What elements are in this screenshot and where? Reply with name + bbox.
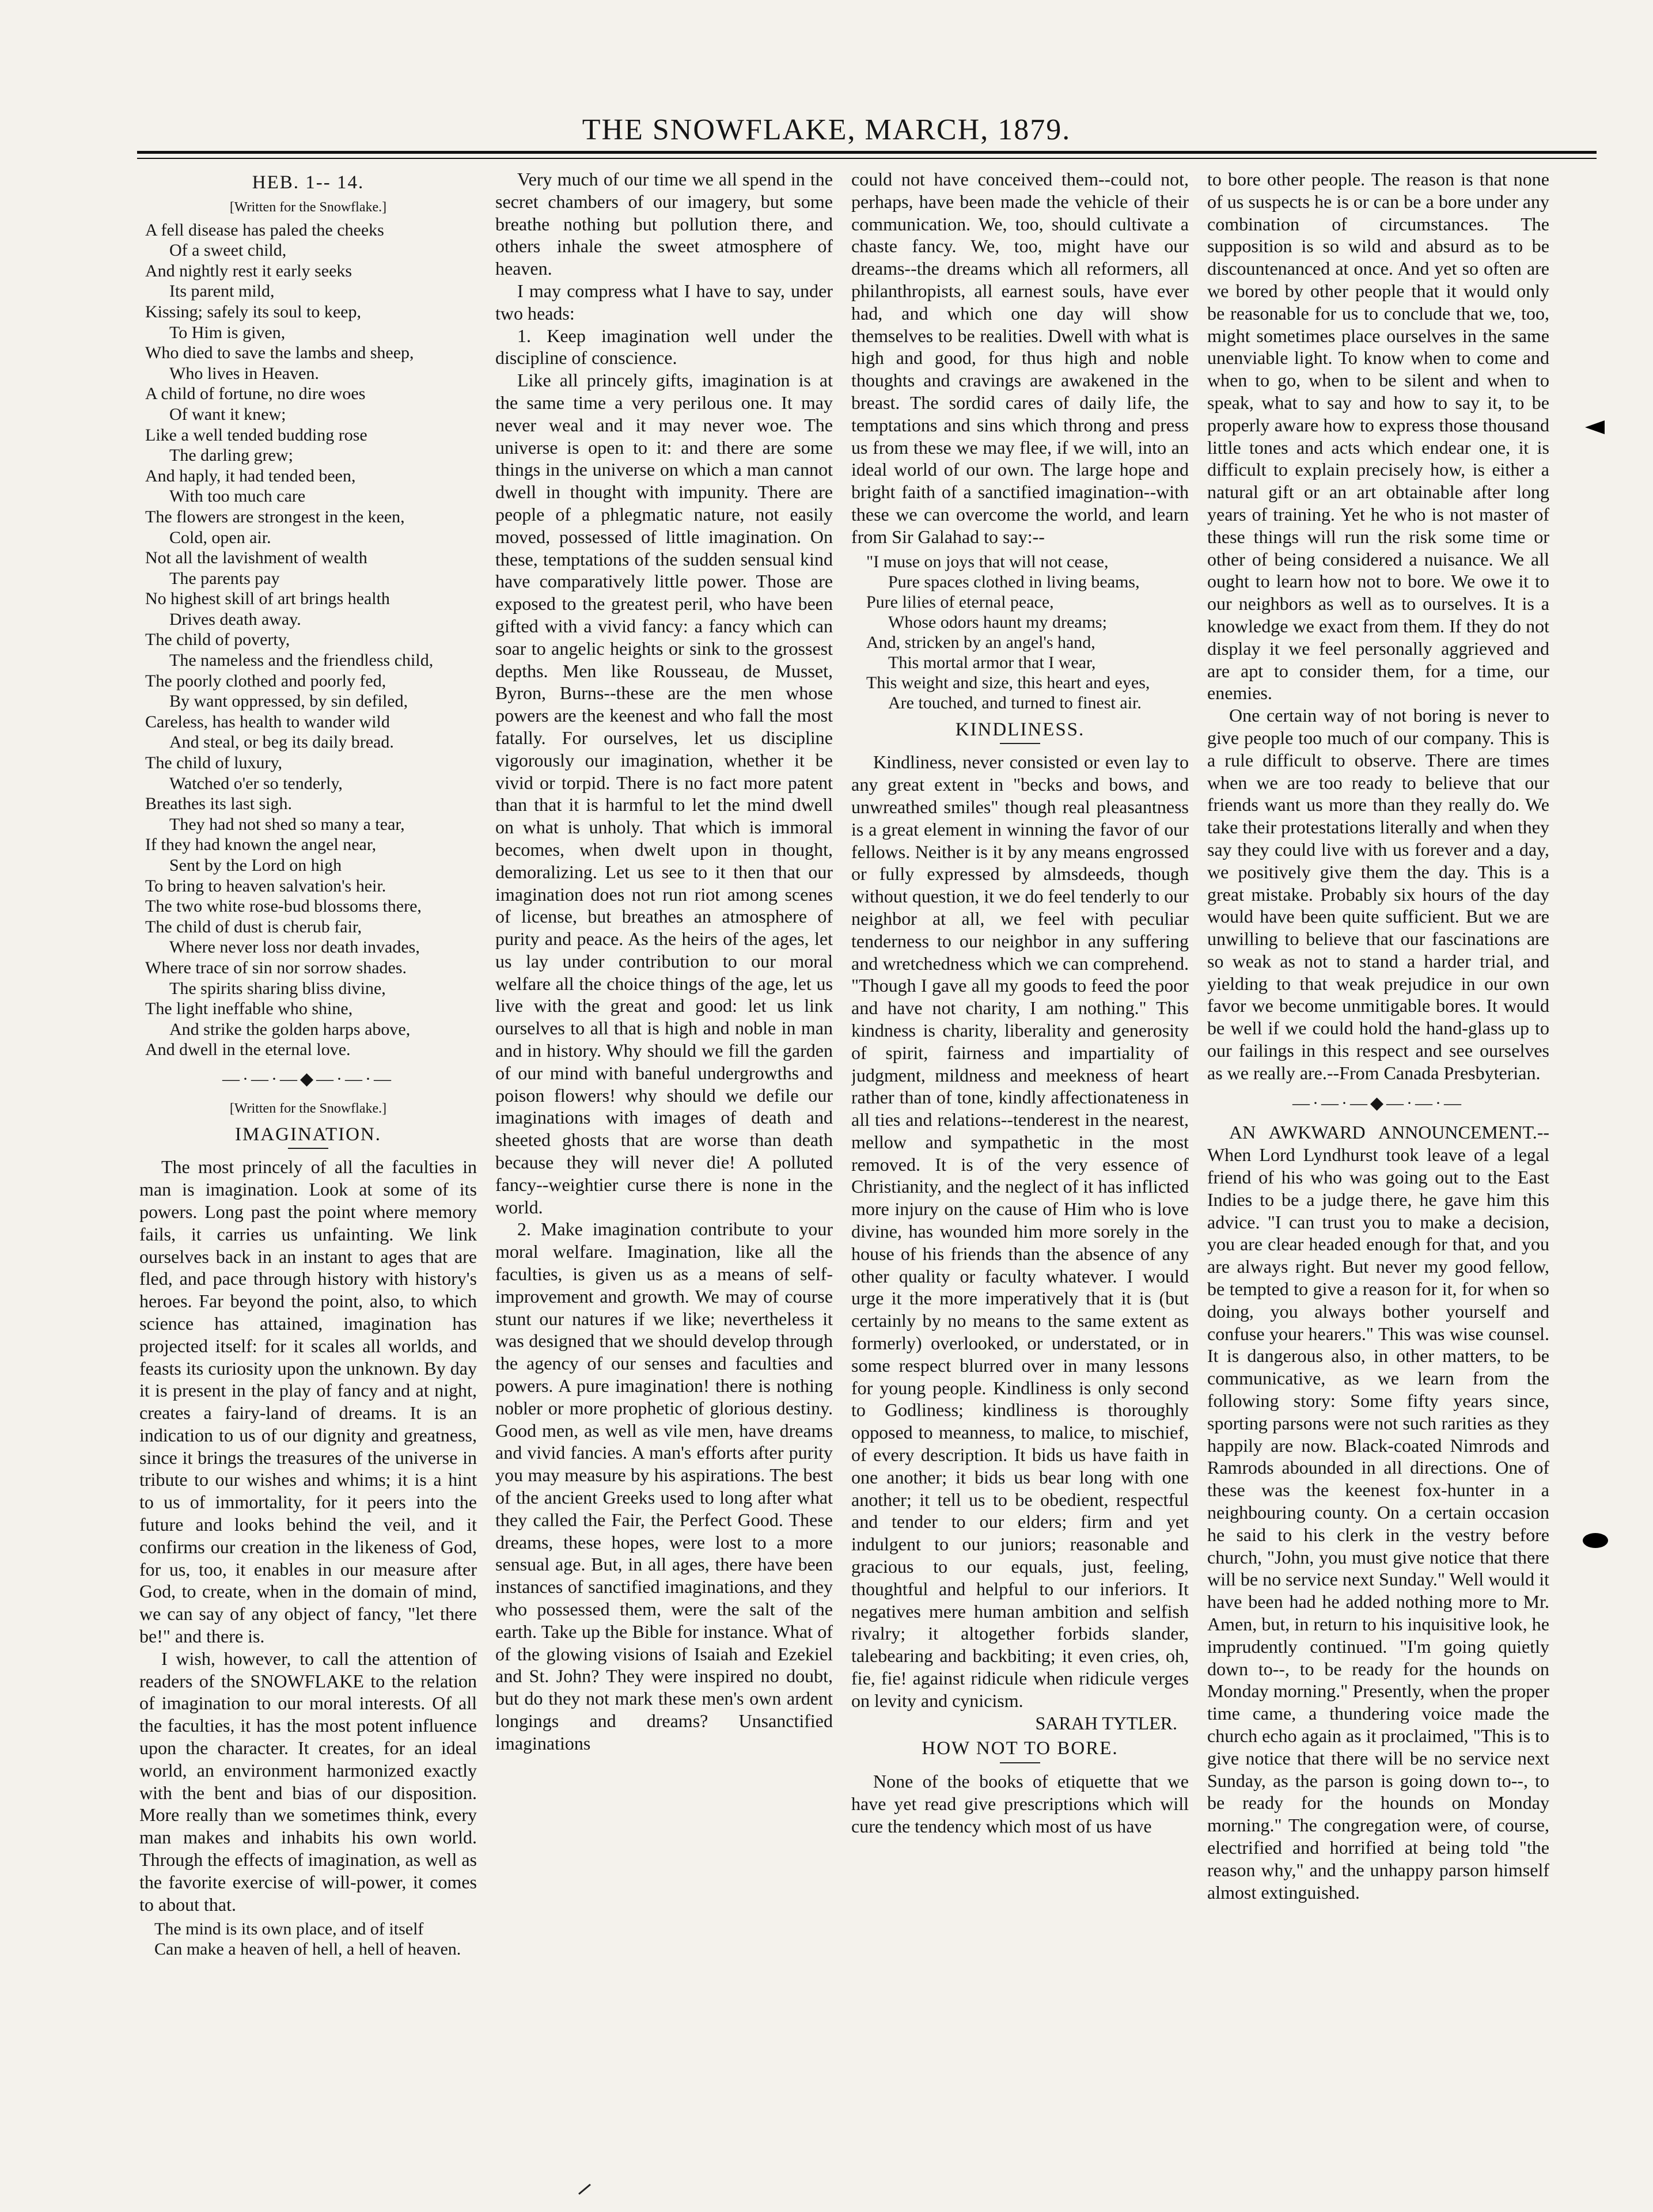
paragraph: 2. Make imagination contribute to your moral welfare. Imagination, like all the faculties, is given us as a means of self-improvement and growth. We may of course stunt our natures if we like; nevertheless it was designed that we should develop through the agency of our senses and faculties and powers. A pure imagination! there is nothing nobler or more prophetic of glorious destiny. Good men, as well as vile men, have dreams and vivid fancies. A man's efforts after purity you may measure by his aspirations. The best of the ancient Greeks used to long after what they called the Fair, the Perfect Good. These dreams, these hopes, were lost to a more sensual age. But, in all ages, there have been instances of sanctified imaginations, and they who possessed them, were the salt of the earth. Take up the Bible for instance. What of of the glowing visions of Isaiah and Ezekiel and St. John? They were inspired no doubt, but do they not mark these men's own ardent longings and dreams? Unsanctified imaginations: [495, 1219, 833, 1754]
column-2: [495, 168, 833, 2184]
poem-line: And dwell in the eternal love.: [145, 1040, 351, 1060]
quote-line: "I muse on joys that will not cease,: [866, 552, 1109, 571]
poem-line: A fell disease has paled the cheeks: [145, 220, 384, 240]
poem-line: By want oppressed, by sin defiled,: [169, 692, 408, 711]
paragraph: I may compress what I have to say, under two heads:: [495, 280, 833, 324]
paragraph: to bore other people. The reason is that none of us suspects he is or can be a bore under any combination of circumstances. The supposition is so wild and absurd as to be discountenanced at once. And yet so often are we bored by other people that it would only be reasonable for us to conclude that we, too, might sometimes place ourselves in the same unenviable light. To know when to come and when to go, when to be silent and when to speak, what to say and how to say it, to be properly aware how to express those thousand little tones and acts which endear one, it is difficult to explain precisely how, is either a natural gift or an art obtainable after long years of training. Yet he who is not master of these things will run the risk some time or other of being considered a nuisance. We all ought to learn how not to bore. We owe it to our neighbors as well as to ourselves. It is a knowledge we exact from them. If they do not display it we feel personally aggrieved and are apt to consider them, for a time, our enemies.: [1207, 169, 1549, 704]
poem-line: Careless, has health to wander wild: [145, 712, 390, 731]
paragraph: could not have conceived them--could not, perhaps, have been made the vehicle of their communication. We, too, should cultivate a chaste fancy. We, too, might have our dreams--the dreams which all reformers, all philanthropists, all earnest souls, have ever had, and which one day will show themselves to be realities. Dwell with what is high and good, for thus high and noble thoughts and cravings are awakened in the breast. The sordid cares of daily life, the temptations and sins which throng and press us from these we may flee, if we will, into an ideal world of our own. The large hope and bright faith of a sanctified imagination--with these we can overcome the world, and learn from Sir Galahad to say:--: [851, 169, 1189, 547]
column-4: [1207, 168, 1549, 2184]
paragraph: 1. Keep imagination well under the discipline of conscience.: [495, 325, 833, 369]
poem-line: The spirits sharing bliss divine,: [169, 978, 386, 998]
article-title-kindliness: KINDLINESS.: [955, 719, 1085, 740]
quote-line: This mortal armor that I wear,: [888, 652, 1096, 672]
masthead-rule-thin: [137, 158, 1597, 159]
poem-line: The two white rose-bud blossoms there,: [145, 897, 422, 916]
quote-line: Pure lilies of eternal peace,: [866, 592, 1054, 612]
article-title-how-not-to-bore: HOW NOT TO BORE.: [922, 1738, 1119, 1759]
quote-line: This weight and size, this heart and eyes,: [866, 673, 1150, 692]
stray-mark-icon: [578, 2184, 591, 2195]
poem-line: Cold, open air.: [169, 528, 271, 547]
margin-blot-icon: [1583, 1533, 1608, 1548]
essay-title-imagination: IMAGINATION.: [234, 1124, 382, 1145]
short-rule: [1000, 1762, 1040, 1763]
paragraph-text: --When Lord Lyndhurst took leave of a legal friend of his who was going out to the East Indies to be a judge there, he gave him this advice. "I can trust you to make a decision, you are clear headed enough for that, and you are always right. But never my good fellow, be tempted to give a reason for it, for when so doing, you always bother yourself and confuse your hearers." This was wise counsel. It is dangerous also, in other matters, to be communicative, as we learn from the following story: Some fifty years since, sporting parsons were not such rarities as they happily are now. Black-coated Nimrods and Ramrods abounded in all directions. One of these was the keenest fox-hunter in a neighbouring county. On a certain occasion he said to his clerk in the vestry before church, "John, you must give notice that there will be no service next Sunday." Well would it have been had he added nothing more to Mr. Amen, but, in return to his inquisitive look, he imprudently continued. "I'm going quietly down to--, to be ready for the hounds on Monday morning." Presently, when the proper time came, a thundering voice made the church echo again as it proclaimed, "This is to give notice that there will be no service next Sunday, as the parson is going down to--, to be ready for the hounds on Monday morning." The congregation were, of course, electrified and horrified at being told "the reason why," and the unhappy parson himself almost extinguished.: [1207, 1122, 1549, 1903]
quote-line: Pure spaces clothed in living beams,: [888, 572, 1140, 591]
poem-line: Drives death away.: [169, 609, 301, 629]
poem-line: Kissing; safely its soul to keep,: [145, 302, 361, 321]
closing-couplet: [139, 1919, 477, 1959]
poem-line: They had not shed so many a tear,: [169, 814, 405, 834]
poem-title: HEB. 1-- 14.: [252, 172, 365, 193]
paragraph: One certain way of not boring is never to give people too much of our company. This is a rule difficult to observe. There are times when we are too ready to believe that our friends want us more than they really do. We take their protestations literally and when they say they could live with us forever and a day, we positively give them the day. This is a great mistake. Probably six hours of the day would have been quite sufficient. But we are unwilling to believe that our fascinations are so weak as not to stand a harder trial, and yielding to that weak prejudice in our own favor we become unmitigable bores. It would be well if we could hold the hand-glass up to our failings in this respect and see ourselves as we really are.--From Canada Presbyterian.: [1207, 705, 1549, 1083]
poem-line: Not all the lavishment of wealth: [145, 548, 367, 568]
paragraph: Very much of our time we all spend in the secret chambers of our imagery, but some breathe nothing but pollution there, and others inhale the sweet atmosphere of heaven.: [495, 169, 833, 279]
column-3: [851, 168, 1189, 2184]
poem-line: To Him is given,: [169, 322, 286, 342]
poem: [139, 220, 477, 1060]
couplet-line: Can make a heaven of hell, a hell of heaven.: [154, 1940, 461, 1959]
poem-line: And nightly rest it early seeks: [145, 261, 352, 280]
galahad-quote: [851, 552, 1189, 713]
article-heading-awkward-announcement: AN AWKWARD ANNOUNCEMENT.: [1229, 1122, 1537, 1143]
poem-line: The darling grew;: [169, 446, 293, 465]
poem-line: Who died to save the lambs and sheep,: [145, 343, 414, 363]
poem-byline: [Written for the Snowflake.]: [229, 199, 387, 215]
poem-line: The nameless and the friendless child,: [169, 651, 434, 670]
poem-line: The child of luxury,: [145, 753, 282, 773]
poem-line: Breathes its last sigh.: [145, 794, 292, 814]
paragraph: Kindliness, never consisted or even lay to any great extent in "becks and bows, and unwreathed smiles" though real pleasantness is a great element in winning the favor of our fellows. Neither is it by any means engrossed or fully expressed by almsdeeds, though without question, it we do feel tenderly to our neighbor at all, we feel with peculiar tenderness to our neighbor in any suffering and wretchedness which we can comprehend. "Though I gave all my goods to feed the poor and have not charity, I am nothing." This kindness is charity, liberality and generosity of spirit, fairness and impartiality of judgment, mildness and meekness of heart rather than of tone, kindly affectionateness in all ties and relations--tenderest in the nearest, mellow and sympathetic in the most removed. It is of the very essence of Christianity, and the neglect of it has inflicted more injury on the cause of Him who is love divine, has wounded him more sorely in the house of his friends than the absence of any other quality or faculty whatever. I would urge it the more imperatively that it is (but certainly by no means to the same extent as formerly) overlooked, or understated, or in some respect blurred over in many lessons for young people. Kindliness is only second to Godliness; kindliness is thoroughly opposed to meanness, to malice, to mischief, of every description. It bids us have faith in one another; it bids us bear long with one another; it tell us to be obedient, respectful and tender to our elders; firm and yet indulgent to our juniors; reasonable and gracious to our equals, just, feeling, thoughtful and helpful to our inferiors. It negatives mere human ambition and selfish rivalry; it altogether forbids slander, talebearing and backbiting; it even cries, oh, fie, fie! against ridicule when ridicule verges on levity and cynicism.: [851, 752, 1189, 1711]
poem-line: Of a sweet child,: [169, 241, 287, 260]
poem-line: Its parent mild,: [169, 282, 275, 301]
margin-arrow-icon: [1585, 420, 1605, 434]
poem-line: With too much care: [169, 487, 306, 506]
poem-line: And strike the golden harps above,: [169, 1019, 411, 1039]
poem-line: And steal, or beg its daily bread.: [169, 733, 394, 752]
paragraph: I wish, however, to call the attention of readers of the SNOWFLAKE to the relation of imagination to our moral interests. Of all the faculties, it has the most potent influence upon the character. It creates, for an ideal world, an environment harmonized exactly with the bent and bias of our disposition. More really than we sometimes think, every man makes and inhabits his own world. Through the effects of imagination, as well as the favorite exercise of will-power, it comes to about that.: [139, 1648, 477, 1915]
poem-line: No highest skill of art brings health: [145, 589, 390, 609]
poem-line: A child of fortune, no dire woes: [145, 384, 366, 404]
column-1: [139, 168, 477, 2184]
couplet-line: The mind is its own place, and of itself: [154, 1919, 424, 1939]
ornament-divider: —·—·—◆—·—·—: [222, 1069, 395, 1088]
paragraph: [1207, 1121, 1549, 1903]
short-rule: [288, 1148, 328, 1149]
poem-line: Watched o'er so tenderly,: [169, 773, 343, 793]
quote-line: Whose odors haunt my dreams;: [888, 612, 1107, 632]
poem-line: If they had known the angel near,: [145, 835, 377, 855]
author-signature: SARAH TYTLER.: [1035, 1712, 1177, 1733]
short-rule: [1000, 743, 1040, 744]
poem-line: Like a well tended budding rose: [145, 425, 367, 445]
poem-line: The parents pay: [169, 568, 280, 588]
poem-line: Sent by the Lord on high: [169, 856, 342, 875]
essay-byline: [Written for the Snowflake.]: [229, 1101, 387, 1116]
poem-line: Of want it knew;: [169, 404, 286, 424]
quote-line: And, stricken by an angel's hand,: [866, 632, 1095, 652]
poem-line: Who lives in Heaven.: [169, 363, 319, 383]
poem-line: And haply, it had tended been,: [145, 466, 356, 485]
poem-line: The flowers are strongest in the keen,: [145, 507, 405, 526]
poem-line: To bring to heaven salvation's heir.: [145, 876, 386, 896]
quote-line: Are touched, and turned to finest air.: [888, 693, 1142, 712]
poem-line: Where trace of sin nor sorrow shades.: [145, 958, 407, 977]
poem-line: The light ineffable who shine,: [145, 999, 353, 1019]
masthead: THE SNOWFLAKE, MARCH, 1879.: [582, 113, 1071, 146]
poem-line: Where never loss nor death invades,: [169, 938, 420, 957]
ornament-divider: —·—·—◆—·—·—: [1292, 1093, 1465, 1113]
paragraph: The most princely of all the faculties in man is imagination. Look at some of its powers. Long past the point where memory fails, it carries us unfainting. We link ourselves back in an instant to ages that are fled, and pace through history with history's heroes. Far beyond the point, also, to which science has attained, imagination has projected itself: for it scales all worlds, and feasts its curiosity upon the unknown. By day it is present in the play of fancy and at night, creates a fairy-land of dreams. It is an indication to us of our dignity and greatness, since it brings the treasures of the universe in tribute to our wishes and whims; it is a hint to us of immortality, for it peers into the future and looks behind the veil, and it confirms our creation in the likeness of God, for us, too, it enables in our measure after God, to create, when in the domain of mind, we can say of any object of fancy, "let there be!" and there is.: [139, 1156, 477, 1647]
poem-line: The child of dust is cherub fair,: [145, 917, 362, 936]
paragraph: None of the books of etiquette that we have yet read give prescriptions which will cure the tendency which most of us have: [851, 1771, 1189, 1837]
paragraph: Like all princely gifts, imagination is at the same time a very perilous one. It may never weal and it may never woe. The universe is open to it: and there are some things in the universe on which a man cannot dwell in thought with impunity. There are people of a phlegmatic nature, not easily moved, possessed of little imagination. On these, temptations of the sudden sensual kind have comparatively little power. Those are exposed to the greatest peril, who have been gifted with a vivid fancy: a fancy which can soar to angelic heights or sink to the grossest depths. Men like Rousseau, de Musset, Byron, Burns--these are the men whose powers are the keenest and who fall the most fatally. For ourselves, let us discipline vigorously our imagination, whether it be vivid or torpid. There is no fact more patent than that it is harmful to let the mind dwell on what is unholy. That which is immoral becomes, when dwelt upon in thought, demoralizing. Let us see to it then that our imagination does not run riot among scenes of license, but breathes an atmosphere of purity and peace. As the heirs of the ages, let us lay under contribution to our moral welfare all the choice things of the age, let us live with the great and good: let us link ourselves to all that is high and noble in man and in history. Why should we fill the garden of our mind with baneful undergrowths and poison flowers! why should we defile our imaginations with images of death and sheeted ghosts that are worse than death because they will never die! A polluted fancy--weightier curse there is none in the world.: [495, 370, 833, 1217]
masthead-rule: [137, 151, 1597, 154]
poem-line: The poorly clothed and poorly fed,: [145, 671, 386, 690]
poem-line: The child of poverty,: [145, 630, 290, 650]
